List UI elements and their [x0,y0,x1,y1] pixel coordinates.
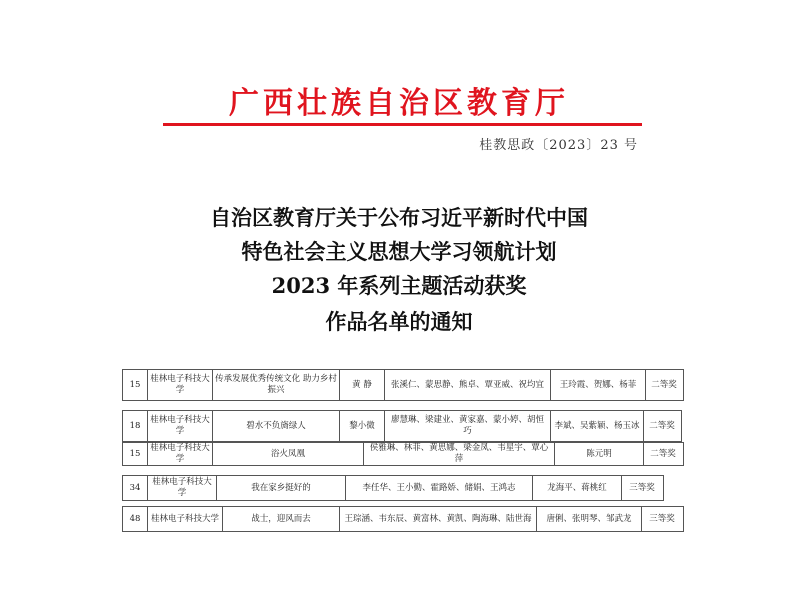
row-leader: 黄 静 [352,379,372,390]
title-line-3: 2023 年系列主题活动获奖 [271,273,527,298]
row-advisors: 唐俐、张明琴、邹武龙 [546,513,632,524]
row-award: 三等奖 [649,513,675,524]
title-line-4: 作品名单的通知 [325,309,473,334]
row-work-title: 战士，迎风而去 [251,513,311,524]
row-members: 李任华、王小勤、霍路娇、储娟、王鸿志 [362,482,516,493]
row-school: 桂林电子科技大学 [150,443,210,464]
row-work-title: 碧水不负旖绿人 [246,420,306,431]
row-number: 15 [129,448,141,459]
red-rule-divider [163,123,642,126]
row-leader: 黎小微 [349,420,375,431]
row-work-title: 我在家乡挺好的 [251,482,311,493]
row-award: 二等奖 [650,448,676,459]
row-members: 张溪仁、蒙思静、熊卓、覃亚威、祝均宜 [390,379,544,390]
row-members: 廖慧琳、梁建业、黄家嘉、蒙小婷、胡恒巧 [390,415,544,436]
row-members: 侯雅琳、林菲、黄思娜、梁金凤、韦星宇、覃心萍 [369,443,549,464]
row-advisors: 李斌、吴紫颖、杨玉冰 [554,420,640,431]
table-row [122,475,664,501]
table-row [122,506,684,532]
document-number: 桂教思政〔2023〕23 号 [479,138,638,153]
row-members: 王琮涵、韦东辰、黄富林、黄凯、陶海琳、陆世海 [344,513,532,524]
row-school: 桂林电子科技大学 [152,477,212,498]
row-number: 15 [129,379,141,390]
row-number: 48 [129,513,141,524]
row-work-title: 传承发展优秀传统文化 助力乡村振兴 [215,374,337,395]
row-school: 桂林电子科技大学 [150,513,219,524]
row-award: 三等奖 [629,482,655,493]
row-number: 34 [129,482,141,493]
row-school: 桂林电子科技大学 [150,374,210,395]
table-row [122,410,682,442]
table-row [122,442,684,466]
table-row [122,369,684,401]
issuer-header: 广西壮族自治区教育厅 [229,86,569,121]
row-advisors: 王玲霞、贺娜、杨菲 [559,379,637,390]
title-line-1: 自治区教育厅关于公布习近平新时代中国 [210,205,588,230]
title-line-2: 特色社会主义思想大学习领航计划 [241,239,557,264]
row-award: 二等奖 [649,420,675,431]
row-work-title: 浴火凤凰 [270,448,305,459]
row-advisors: 陈元明 [586,448,612,459]
row-advisors: 龙海平、蒋桃红 [547,482,607,493]
row-school: 桂林电子科技大学 [150,415,210,436]
row-award: 二等奖 [651,379,677,390]
row-number: 18 [129,420,141,431]
